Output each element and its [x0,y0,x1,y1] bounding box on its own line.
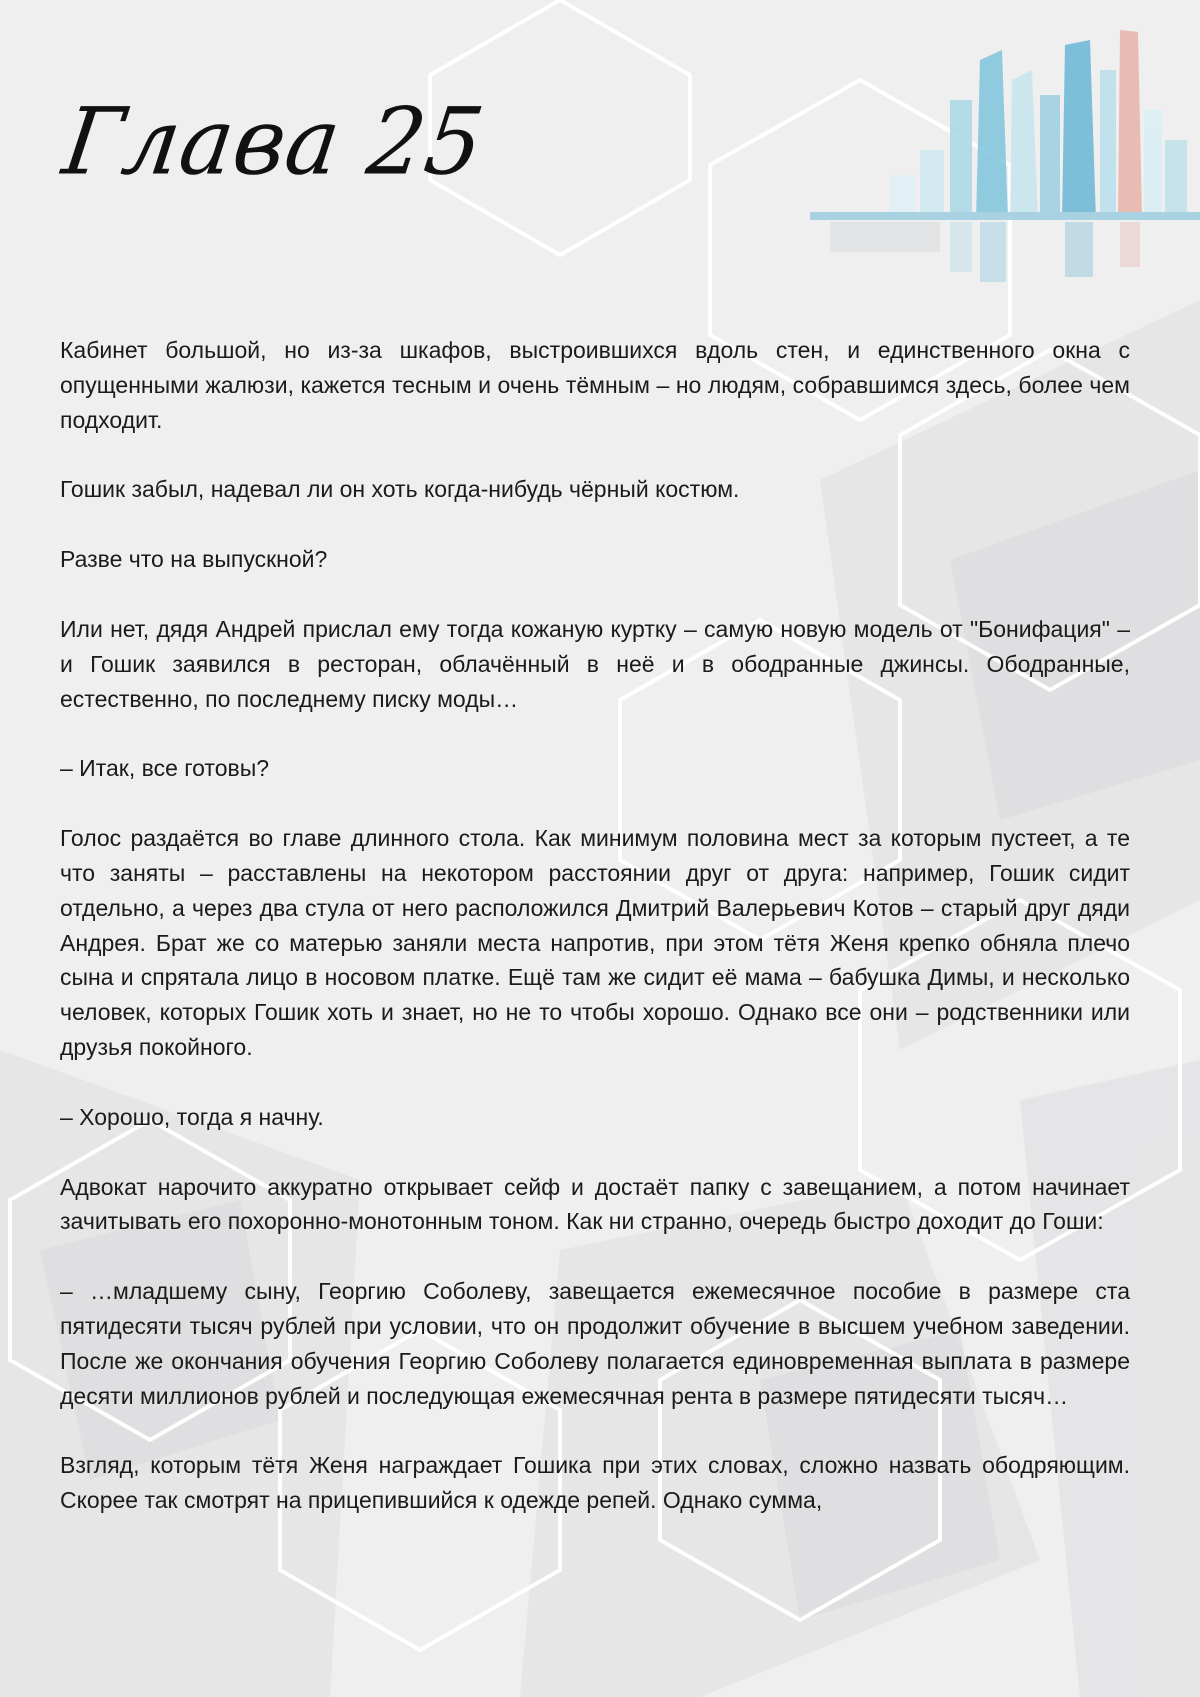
chapter-body [60,333,1130,1553]
paragraph: Адвокат нарочито аккуратно открывает сейф и достаёт папку с завещанием, а потом начинает зачитывать его похоронно-монотонным тоном. Как ни странно, очередь быстро доходит до Гоши: [60,1173,1130,1235]
paragraph: Кабинет большой, но из-за шкафов, выстроившихся вдоль стен, и единственного окна с опущенными жалюзи, кажется тесным и очень тёмным – но людям, собравшимся здесь, более чем подходит. [60,337,1130,433]
paragraph: Голос раздаётся во главе длинного стола. Как минимум половина мест за которым пустеет, а те что заняты – расставлены на некотором расстоянии друг от друга: например, Гошик сидит отдельно, а через два стула от него расположился Дмитрий Валерьевич Котов – старый друг дяди Андрея. Брат же со матерью заняли места напротив, при этом тётя Женя крепко обняла плечо сына и спрятала лицо в носовом платке. Ещё там же сидит её мама – бабушка Димы, и несколько человек, которых Гошик хоть и знает, но не то чтобы хорошо. Однако все они – родственники или друзья покойного. [60,825,1130,1060]
dialogue-line: – …младшему сыну, Георгию Соболеву, завещается ежемесячное пособие в размере ста пятидесяти тысяч рублей при условии, что он продолжит обучение в высшем учебном заведении. После же окончания обучения Георгию Соболеву полагается единовременная выплата в размере десяти миллионов рублей и последующая ежемесячная рента в размере пятидесяти тысяч… [60,1278,1130,1409]
paragraph: Гошик забыл, надевал ли он хоть когда-нибудь чёрный костюм. [60,476,740,503]
dialogue-line: – Хорошо, тогда я начну. [60,1103,324,1130]
dialogue-line: – Итак, все готовы? [60,755,270,782]
paragraph: Или нет, дядя Андрей прислал ему тогда кожаную куртку – самую новую модель от "Бонифация" – и Гошик заявился в ресторан, облачённый в неё и в ободранные джинсы. Ободранные, естественно, по последнему писку моды… [60,615,1130,712]
paragraph: Взгляд, которым тётя Женя награждает Гошика при этих словах, сложно назвать ободряющим. Скорее так смотрят на прицепившийся к одежде репей. Однако сумма, [60,1452,1130,1514]
chapter-title: Глава 25 [56,87,491,196]
paragraph: Разве что на выпускной? [60,546,328,573]
city-skyline-illustration [770,0,1200,290]
